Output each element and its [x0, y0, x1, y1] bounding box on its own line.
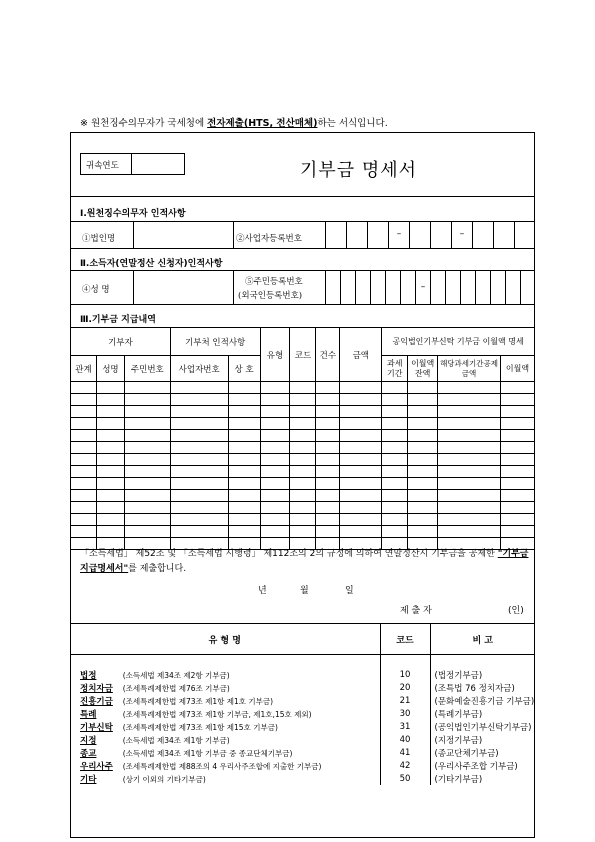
- submitter-label: 제 출 자: [400, 606, 432, 616]
- table-row: [71, 418, 535, 430]
- type-code: 40: [380, 733, 430, 746]
- type-code: 31: [380, 720, 430, 733]
- col-next: 이월액: [500, 356, 534, 382]
- bizno-label: ②사업자등록번호: [236, 234, 302, 244]
- table-cell[interactable]: [260, 454, 290, 466]
- table-row: [71, 382, 535, 394]
- table-cell[interactable]: [382, 478, 408, 490]
- table-row: [71, 430, 535, 442]
- table-cell[interactable]: [124, 514, 170, 526]
- table-cell[interactable]: [500, 442, 534, 454]
- table-cell[interactable]: [71, 406, 97, 418]
- table-row: [71, 466, 535, 478]
- table-cell[interactable]: [170, 514, 228, 526]
- table-cell[interactable]: [290, 430, 316, 442]
- table-cell[interactable]: [96, 490, 124, 502]
- type-note: (기타기부금): [430, 772, 535, 785]
- year-label: 귀속연도: [86, 161, 119, 171]
- table-cell[interactable]: [408, 430, 438, 442]
- table-cell[interactable]: [408, 454, 438, 466]
- page-title: 기부금 명세서: [300, 160, 418, 181]
- table-cell[interactable]: [438, 382, 501, 394]
- table-cell[interactable]: [71, 430, 97, 442]
- table-cell[interactable]: [124, 442, 170, 454]
- table-row: [71, 394, 535, 406]
- col-deduct: 해당과세기간공제금액: [438, 356, 501, 382]
- types-table: [70, 624, 535, 785]
- table-cell[interactable]: [124, 502, 170, 514]
- table-cell[interactable]: [500, 478, 534, 490]
- table-cell[interactable]: [438, 442, 501, 454]
- table-cell[interactable]: [71, 394, 97, 406]
- table-cell[interactable]: [382, 466, 408, 478]
- seal-mark: (인): [508, 606, 524, 616]
- table-cell[interactable]: [438, 502, 501, 514]
- table-cell[interactable]: [340, 526, 382, 538]
- col-name: 성명: [96, 356, 124, 382]
- table-cell[interactable]: [96, 466, 124, 478]
- table-cell[interactable]: [408, 478, 438, 490]
- table-cell[interactable]: [408, 418, 438, 430]
- table-cell[interactable]: [260, 394, 290, 406]
- table-cell[interactable]: [500, 454, 534, 466]
- table-cell[interactable]: [124, 406, 170, 418]
- table-row: [71, 490, 535, 502]
- table-cell[interactable]: [71, 466, 97, 478]
- type-note: (지정기부금): [430, 733, 535, 746]
- table-row: [71, 454, 535, 466]
- table-cell[interactable]: [382, 394, 408, 406]
- table-cell[interactable]: [340, 478, 382, 490]
- type-row: [70, 681, 535, 694]
- table-cell[interactable]: [500, 466, 534, 478]
- table-cell[interactable]: [71, 418, 97, 430]
- table-cell[interactable]: [500, 526, 534, 538]
- table-cell[interactable]: [170, 526, 228, 538]
- type-note: (법정기부금): [430, 668, 535, 681]
- table-cell[interactable]: [260, 418, 290, 430]
- type-note: (조특법 76 정치자금): [430, 681, 535, 694]
- type-desc: (조세특례제한법 제73조 제1항 제1호 기부금): [122, 696, 274, 706]
- table-cell[interactable]: [260, 502, 290, 514]
- table-cell[interactable]: [124, 526, 170, 538]
- table-row: [71, 478, 535, 490]
- date-day: 일: [345, 586, 354, 596]
- table-cell[interactable]: [228, 466, 260, 478]
- table-cell[interactable]: [71, 382, 97, 394]
- group-trust: 공익법인기부신탁 기부금 이월액 명세: [382, 328, 535, 356]
- table-cell[interactable]: [316, 502, 340, 514]
- table-cell[interactable]: [340, 442, 382, 454]
- table-cell[interactable]: [260, 406, 290, 418]
- table-cell[interactable]: [438, 466, 501, 478]
- table-cell[interactable]: [408, 502, 438, 514]
- table-cell[interactable]: [170, 454, 228, 466]
- table-cell[interactable]: [96, 502, 124, 514]
- table-cell[interactable]: [408, 406, 438, 418]
- type-note: (우리사주조합 기부금): [430, 759, 535, 772]
- table-cell[interactable]: [124, 418, 170, 430]
- table-cell[interactable]: [316, 526, 340, 538]
- submission-notice: ※ 원천징수의무자가 국세청에 전자제출(HTS, 전산매체)하는 서식입니다.: [80, 118, 388, 129]
- table-row: [71, 514, 535, 526]
- rrn-label-sub: (외국인등록번호): [238, 291, 303, 301]
- table-cell[interactable]: [340, 406, 382, 418]
- col-firm: 상 호: [228, 356, 260, 382]
- type-name: 기부신탁: [80, 722, 113, 733]
- table-cell[interactable]: [96, 478, 124, 490]
- types-col-name: 유 형 명: [70, 624, 380, 655]
- col-code: 코드: [290, 328, 316, 382]
- table-cell[interactable]: [316, 406, 340, 418]
- table-cell[interactable]: [438, 490, 501, 502]
- table-cell[interactable]: [340, 454, 382, 466]
- table-cell[interactable]: [170, 418, 228, 430]
- type-name: 우리사주: [80, 761, 113, 772]
- table-cell[interactable]: [228, 430, 260, 442]
- type-desc: (소득세법 제34조 제1항 기부금): [122, 735, 230, 745]
- table-cell[interactable]: [316, 418, 340, 430]
- table-cell[interactable]: [290, 406, 316, 418]
- table-cell[interactable]: [228, 382, 260, 394]
- table-cell[interactable]: [408, 394, 438, 406]
- table-cell[interactable]: [438, 454, 501, 466]
- table-cell[interactable]: [438, 430, 501, 442]
- table-cell[interactable]: [340, 394, 382, 406]
- table-cell[interactable]: [96, 442, 124, 454]
- table-cell[interactable]: [340, 430, 382, 442]
- table-cell[interactable]: [290, 418, 316, 430]
- table-cell[interactable]: [228, 442, 260, 454]
- table-cell[interactable]: [382, 382, 408, 394]
- table-cell[interactable]: [170, 394, 228, 406]
- table-cell[interactable]: [408, 466, 438, 478]
- col-carry: 이월액 잔액: [408, 356, 438, 382]
- table-cell[interactable]: [316, 454, 340, 466]
- type-desc: (조세특례제한법 제73조 제1항 제15호 기부금): [122, 722, 278, 732]
- table-cell[interactable]: [500, 514, 534, 526]
- section1-title: Ⅰ.원천징수의무자 인적사항: [80, 209, 186, 219]
- table-cell[interactable]: [500, 490, 534, 502]
- year-box: [80, 153, 185, 175]
- table-cell[interactable]: [316, 430, 340, 442]
- type-name: 지정: [80, 735, 97, 746]
- table-cell[interactable]: [316, 490, 340, 502]
- table-cell[interactable]: [408, 490, 438, 502]
- table-cell[interactable]: [438, 394, 501, 406]
- bizno-cells[interactable]: – –: [325, 221, 535, 248]
- table-cell[interactable]: [500, 394, 534, 406]
- table-cell[interactable]: [408, 526, 438, 538]
- type-name: 특례: [80, 709, 97, 720]
- table-cell[interactable]: [228, 514, 260, 526]
- table-cell[interactable]: [290, 454, 316, 466]
- table-cell[interactable]: [290, 526, 316, 538]
- table-cell[interactable]: [228, 502, 260, 514]
- table-cell[interactable]: [71, 442, 97, 454]
- table-cell[interactable]: [290, 382, 316, 394]
- table-cell[interactable]: [124, 394, 170, 406]
- table-cell[interactable]: [500, 418, 534, 430]
- table-cell[interactable]: [500, 502, 534, 514]
- table-cell[interactable]: [382, 406, 408, 418]
- statement: 「소득세법」 제52조 및 「소득세법 시행령」 제112조의 2의 규정에 의하여 연말정산시 기부금을 공제한 "기부금 지급명세서"를 제출합니다.: [80, 549, 529, 574]
- table-cell[interactable]: [228, 418, 260, 430]
- table-cell[interactable]: [96, 526, 124, 538]
- type-note: (공익법인기부신탁기부금): [430, 720, 535, 733]
- date-month: 월: [300, 586, 309, 596]
- col-type: 유형: [260, 328, 290, 382]
- table-cell[interactable]: [340, 514, 382, 526]
- type-code: 30: [380, 707, 430, 720]
- table-cell[interactable]: [408, 514, 438, 526]
- type-desc: (조세특례제한법 제76조 기부금): [122, 683, 230, 693]
- table-cell[interactable]: [438, 526, 501, 538]
- table-cell[interactable]: [260, 526, 290, 538]
- table-cell[interactable]: [316, 442, 340, 454]
- table-cell[interactable]: [96, 382, 124, 394]
- name-label: ④성 명: [82, 285, 110, 295]
- col-rrn: 주민번호: [124, 356, 170, 382]
- table-cell[interactable]: [96, 394, 124, 406]
- table-cell[interactable]: [71, 478, 97, 490]
- rrn-cells[interactable]: –: [325, 270, 535, 304]
- donation-table: [70, 327, 535, 550]
- types-col-note: 비 고: [430, 624, 535, 655]
- table-cell[interactable]: [290, 442, 316, 454]
- type-desc: (조세특례제한법 제88조의 4 우리사주조합에 지출한 기부금): [122, 761, 322, 771]
- type-row: [70, 707, 535, 720]
- table-cell[interactable]: [124, 490, 170, 502]
- table-cell[interactable]: [438, 406, 501, 418]
- type-note: (특례기부금): [430, 707, 535, 720]
- type-desc: (상기 이외의 기타기부금): [122, 774, 206, 784]
- table-cell[interactable]: [290, 490, 316, 502]
- table-cell[interactable]: [228, 526, 260, 538]
- table-cell[interactable]: [408, 442, 438, 454]
- table-cell[interactable]: [170, 502, 228, 514]
- table-cell[interactable]: [170, 466, 228, 478]
- table-cell[interactable]: [382, 454, 408, 466]
- table-cell[interactable]: [316, 478, 340, 490]
- table-cell[interactable]: [438, 514, 501, 526]
- date-year: 년: [258, 586, 267, 596]
- table-cell[interactable]: [382, 502, 408, 514]
- type-row: [70, 772, 535, 785]
- type-code: 41: [380, 746, 430, 759]
- type-name: 기타: [80, 774, 97, 785]
- col-relation: 관계: [71, 356, 97, 382]
- col-tax-period: 과세 기간: [382, 356, 408, 382]
- table-cell[interactable]: [96, 514, 124, 526]
- table-cell[interactable]: [340, 418, 382, 430]
- table-cell[interactable]: [170, 442, 228, 454]
- table-cell[interactable]: [228, 394, 260, 406]
- table-cell[interactable]: [124, 466, 170, 478]
- table-cell[interactable]: [382, 418, 408, 430]
- table-cell[interactable]: [382, 442, 408, 454]
- table-cell[interactable]: [124, 454, 170, 466]
- table-cell[interactable]: [340, 502, 382, 514]
- table-cell[interactable]: [408, 382, 438, 394]
- table-cell[interactable]: [290, 478, 316, 490]
- table-cell[interactable]: [228, 490, 260, 502]
- table-cell[interactable]: [340, 382, 382, 394]
- type-code: 20: [380, 681, 430, 694]
- table-cell[interactable]: [438, 478, 501, 490]
- table-cell[interactable]: [170, 430, 228, 442]
- table-cell[interactable]: [71, 526, 97, 538]
- section3-title: Ⅲ.기부금 지급내역: [80, 315, 156, 325]
- group-donor: 기부자: [71, 328, 171, 356]
- table-row: [71, 502, 535, 514]
- type-row: [70, 694, 535, 707]
- type-name: 진흥기금: [80, 696, 113, 707]
- table-cell[interactable]: [316, 514, 340, 526]
- table-cell[interactable]: [170, 382, 228, 394]
- table-cell[interactable]: [290, 514, 316, 526]
- type-name: 종교: [80, 748, 97, 759]
- table-cell[interactable]: [228, 406, 260, 418]
- table-cell[interactable]: [382, 526, 408, 538]
- type-code: 42: [380, 759, 430, 772]
- type-desc: (조세특례제한법 제73조 제1항 기부금, 제1호,15호 제외): [122, 709, 312, 719]
- table-cell[interactable]: [382, 490, 408, 502]
- rrn-label: ⑤주민등록번호: [245, 277, 303, 287]
- table-cell[interactable]: [260, 478, 290, 490]
- table-cell[interactable]: [124, 430, 170, 442]
- table-cell[interactable]: [316, 382, 340, 394]
- table-cell[interactable]: [96, 418, 124, 430]
- col-amount: 금액: [340, 328, 382, 382]
- table-cell[interactable]: [96, 406, 124, 418]
- table-cell[interactable]: [500, 406, 534, 418]
- table-cell[interactable]: [290, 394, 316, 406]
- table-cell[interactable]: [260, 490, 290, 502]
- table-cell[interactable]: [170, 478, 228, 490]
- col-bizno: 사업자번호: [170, 356, 228, 382]
- table-cell[interactable]: [340, 490, 382, 502]
- table-cell[interactable]: [228, 454, 260, 466]
- table-cell[interactable]: [71, 454, 97, 466]
- type-name: 정치자금: [80, 683, 113, 694]
- table-cell[interactable]: [96, 430, 124, 442]
- section2-title: Ⅱ.소득자(연말정산 신청자)인적사항: [80, 259, 223, 269]
- type-note: (종교단체기부금): [430, 746, 535, 759]
- table-cell[interactable]: [316, 466, 340, 478]
- table-cell[interactable]: [260, 382, 290, 394]
- type-desc: (소득세법 제34조 제2항 기부금): [122, 670, 230, 680]
- table-cell[interactable]: [290, 502, 316, 514]
- table-cell[interactable]: [260, 442, 290, 454]
- table-cell[interactable]: [228, 478, 260, 490]
- table-cell[interactable]: [500, 382, 534, 394]
- table-cell[interactable]: [260, 514, 290, 526]
- table-cell[interactable]: [260, 430, 290, 442]
- type-code: 50: [380, 772, 430, 785]
- table-cell[interactable]: [124, 382, 170, 394]
- table-cell[interactable]: [260, 466, 290, 478]
- table-cell[interactable]: [170, 406, 228, 418]
- type-name: 법정: [80, 670, 97, 681]
- table-cell[interactable]: [71, 490, 97, 502]
- table-cell[interactable]: [316, 394, 340, 406]
- col-count: 건수: [316, 328, 340, 382]
- type-desc: (소득세법 제34조 제1항 기부금 중 종교단체기부금): [122, 748, 293, 758]
- type-row: [70, 668, 535, 681]
- table-cell[interactable]: [340, 466, 382, 478]
- type-row: [70, 733, 535, 746]
- type-code: 10: [380, 668, 430, 681]
- table-cell[interactable]: [71, 514, 97, 526]
- table-row: [71, 442, 535, 454]
- type-row: [70, 746, 535, 759]
- table-row: [71, 526, 535, 538]
- type-note: (문화예술진흥기금 기부금): [430, 694, 535, 707]
- group-recipient: 기부처 인적사항: [170, 328, 260, 356]
- table-cell[interactable]: [382, 514, 408, 526]
- type-row: [70, 720, 535, 733]
- company-label: ①법인명: [82, 234, 116, 244]
- table-cell[interactable]: [170, 490, 228, 502]
- types-col-code: 코드: [380, 624, 430, 655]
- type-code: 21: [380, 694, 430, 707]
- table-cell[interactable]: [438, 418, 501, 430]
- table-cell[interactable]: [124, 478, 170, 490]
- type-row: [70, 759, 535, 772]
- table-cell[interactable]: [96, 454, 124, 466]
- table-row: [71, 406, 535, 418]
- table-cell[interactable]: [290, 466, 316, 478]
- table-cell[interactable]: [382, 430, 408, 442]
- table-cell[interactable]: [500, 430, 534, 442]
- table-cell[interactable]: [71, 502, 97, 514]
